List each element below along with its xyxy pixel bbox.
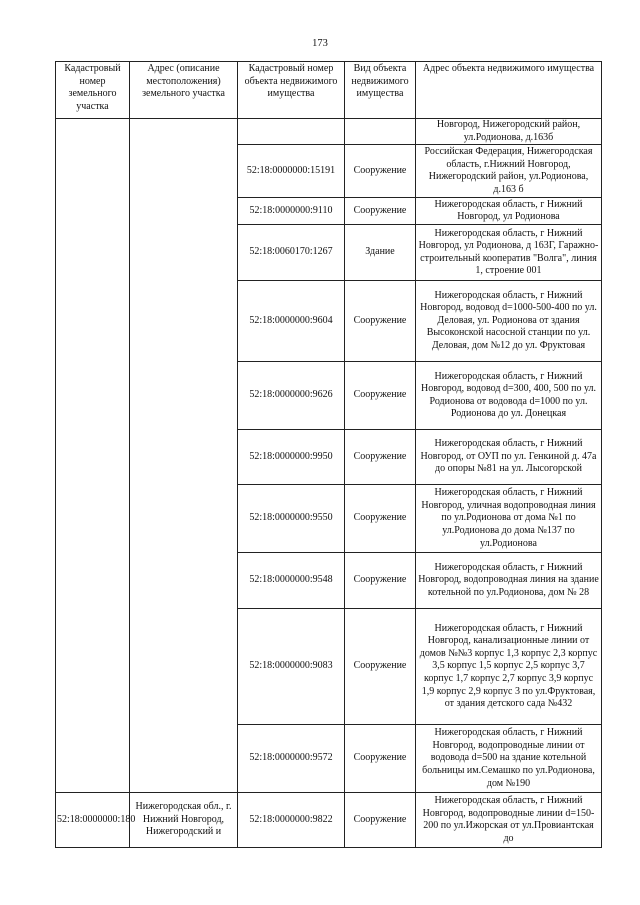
- object-kind: Здание: [345, 225, 416, 281]
- object-kind: Сооружение: [345, 485, 416, 553]
- object-kind: Сооружение: [345, 609, 416, 725]
- object-address: Нижегородская область, г Нижний Новгород, уличная водопроводная линия по ул.Родионова от дома №1 по ул.Родионова до дома №137 по ул.Родионова: [416, 485, 602, 553]
- object-cadastral-number: 52:18:0000000:9572: [238, 725, 345, 793]
- header-land-address: Адрес (описание местоположения) земельного участка: [130, 62, 238, 119]
- object-address: Нижегородская область, г Нижний Новгород, водовод d=300, 400, 500 по ул. Родионова от водовода d=1000 по ул. Родионова до ул. Донецкая: [416, 362, 602, 430]
- object-kind: Сооружение: [345, 725, 416, 793]
- object-cadastral-number: 52:18:0000000:15191: [238, 145, 345, 198]
- object-cadastral-number: 52:18:0000000:9950: [238, 430, 345, 485]
- page-number: 173: [312, 38, 328, 49]
- object-cadastral-number: 52:18:0000000:9083: [238, 609, 345, 725]
- object-cadastral-number: 52:18:0000000:9548: [238, 553, 345, 609]
- object-cadastral-number: [238, 119, 345, 145]
- object-kind: Сооружение: [345, 553, 416, 609]
- header-land-cadastral-number: Кадастровый номер земельного участка: [56, 62, 130, 119]
- object-cadastral-number: 52:18:0000000:9626: [238, 362, 345, 430]
- object-address: Нижегородская область, г Нижний Новгород, от ОУП по ул. Генкиной д. 47а до опоры №81 на ул. Лысогорской: [416, 430, 602, 485]
- object-kind: Сооружение: [345, 430, 416, 485]
- object-kind: [345, 119, 416, 145]
- object-cadastral-number: 52:18:0000000:9604: [238, 281, 345, 362]
- object-cadastral-number: 52:18:0060170:1267: [238, 225, 345, 281]
- object-address: Нижегородская область, г Нижний Новгород, водопроводные линии от водовода d=500 на здание котельной больницы им.Семашко по ул.Родионова, дом №190: [416, 725, 602, 793]
- cadastral-table: [55, 61, 602, 848]
- object-kind: Сооружение: [345, 793, 416, 848]
- header-object-cadastral-number: Кадастровый номер объекта недвижимого имущества: [238, 62, 345, 119]
- object-kind: Сооружение: [345, 198, 416, 225]
- land-cadastral-cell-empty: [56, 119, 130, 793]
- object-address: Нижегородская область, г Нижний Новгород, ул Родионова: [416, 198, 602, 225]
- table-row: [56, 793, 602, 848]
- object-address: Нижегородская область, г Нижний Новгород, водопроводные линии d=150-200 по ул.Ижорская от ул.Провиантская до: [416, 793, 602, 848]
- header-object-kind: Вид объекта недвижимого имущества: [345, 62, 416, 119]
- table-row: [56, 119, 602, 145]
- object-address: Нижегородская область, г Нижний Новгород, ул Родионова, д 163Г, Гаражно-строительный кооператив "Волга", линия 1, строение 001: [416, 225, 602, 281]
- header-object-address: Адрес объекта недвижимого имущества: [416, 62, 602, 119]
- object-cadastral-number: 52:18:0000000:9110: [238, 198, 345, 225]
- object-address: Нижегородская область, г Нижний Новгород, канализационные линии от домов №№3 корпус 1,3 корпус 2,3 корпус 3,5 корпус 1,5 корпус 2,5 корпус 3,7 корпус 1,7 корпус 2,7 корпус 3,9 корпус 1,9 корпус 2,9 корпус 3 по ул.Фруктовая, от здания детского сада №432: [416, 609, 602, 725]
- header-row: [56, 62, 602, 119]
- object-kind: Сооружение: [345, 362, 416, 430]
- object-address: Российская Федерация, Нижегородская область, г.Нижний Новгород, Нижегородский район, ул.Родионова, д.163 б: [416, 145, 602, 198]
- land-address: Нижегородская обл., г. Нижний Новгород, Нижегородский и: [130, 793, 238, 848]
- object-cadastral-number: 52:18:0000000:9550: [238, 485, 345, 553]
- object-kind: Сооружение: [345, 281, 416, 362]
- object-address: Нижегородская область, г Нижний Новгород, водовод d=1000-500-400 по ул. Деловая, ул. Родионова от здания Высоконской насосной станции по ул. Деловая, дом №12 до ул. Фруктовая: [416, 281, 602, 362]
- object-address: Нижегородская область, г Нижний Новгород, водопроводная линия на здание котельной по ул.Родионова, дом № 28: [416, 553, 602, 609]
- land-cadastral-number: 52:18:0000000:180: [56, 793, 130, 848]
- object-kind: Сооружение: [345, 145, 416, 198]
- land-address-cell-empty: [130, 119, 238, 793]
- object-cadastral-number: 52:18:0000000:9822: [238, 793, 345, 848]
- object-address: Новгород, Нижегородский район, ул.Родионова, д.163б: [416, 119, 602, 145]
